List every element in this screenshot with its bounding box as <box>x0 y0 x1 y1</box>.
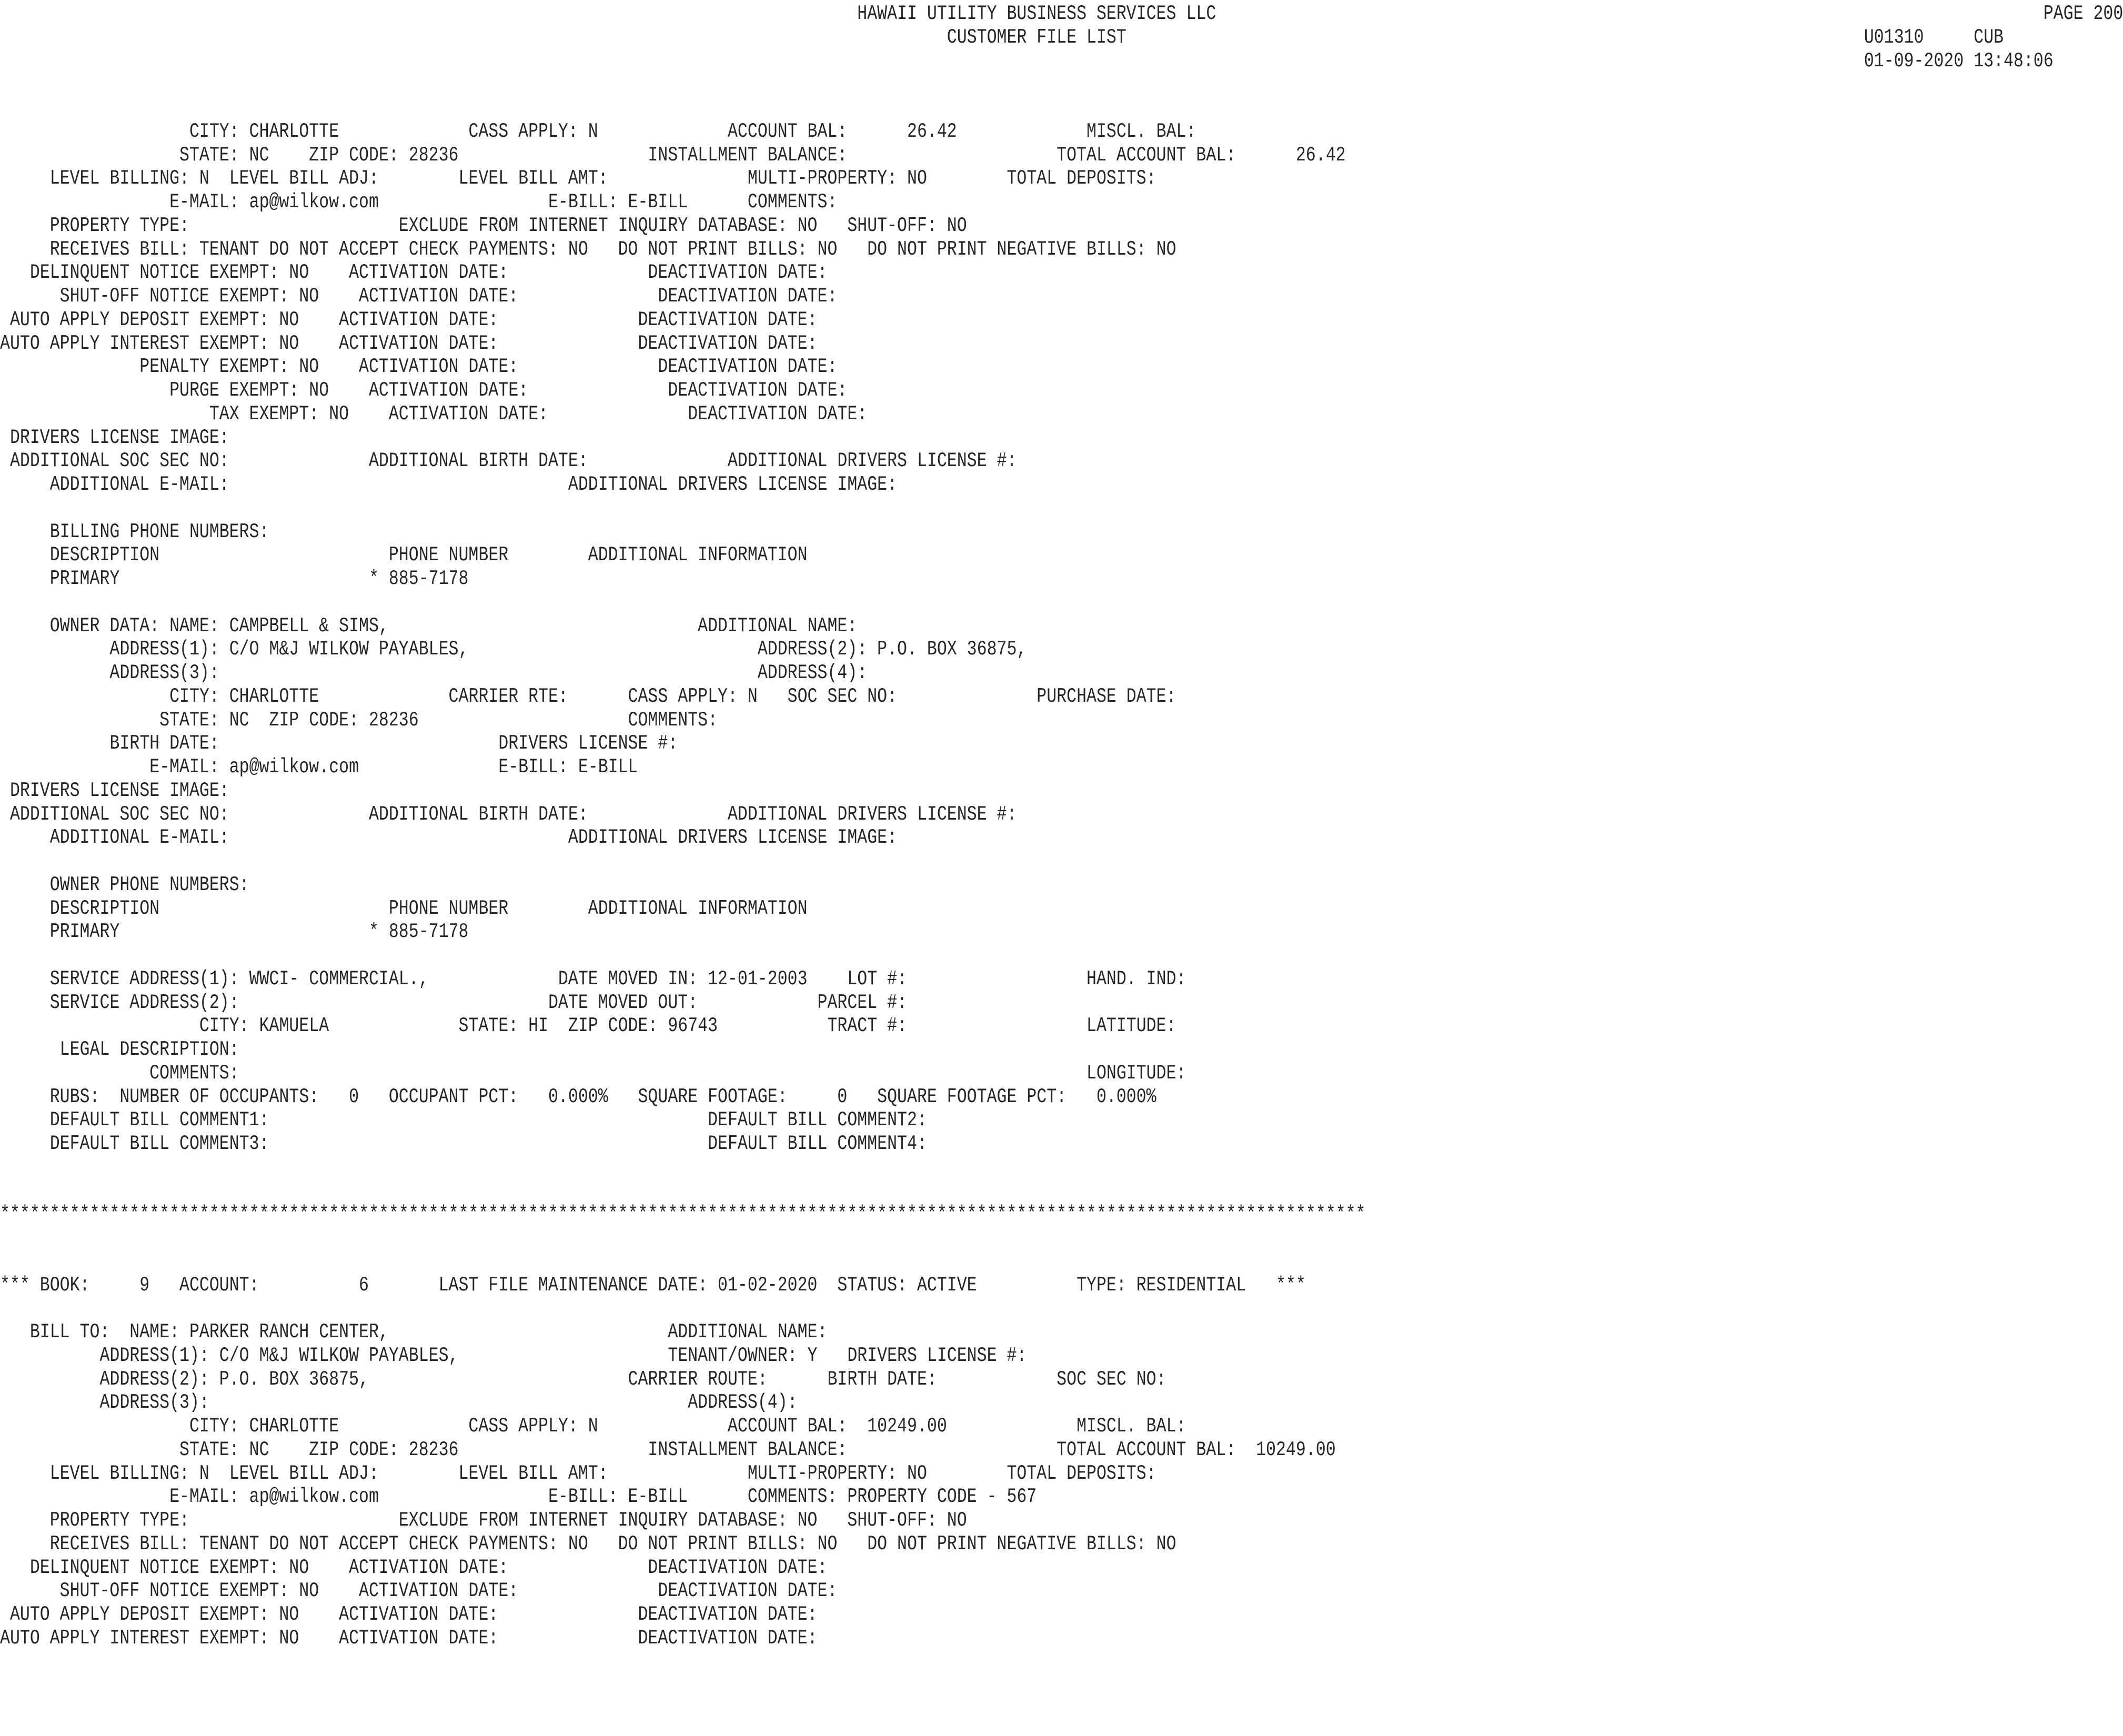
report-line: RECEIVES BILL: TENANT DO NOT ACCEPT CHECK PAYMENTS: NO DO NOT PRINT BILLS: NO DO NOT PRINT NEGATIVE BILLS: NO <box>0 237 1176 261</box>
report-line: BILL TO: NAME: PARKER RANCH CENTER, ADDITIONAL NAME: <box>0 1320 828 1344</box>
report-line: ADDRESS(1): C/O M&J WILKOW PAYABLES, ADDRESS(2): P.O. BOX 36875, <box>0 638 1027 661</box>
report-line: OWNER PHONE NUMBERS: <box>0 873 249 896</box>
report-line: DELINQUENT NOTICE EXEMPT: NO ACTIVATION DATE: DEACTIVATION DATE: <box>0 1556 828 1579</box>
report-line: ADDITIONAL SOC SEC NO: ADDITIONAL BIRTH DATE: ADDITIONAL DRIVERS LICENSE #: <box>0 802 1017 826</box>
report-line: STATE: NC ZIP CODE: 28236 COMMENTS: <box>0 708 718 732</box>
report-line: BIRTH DATE: DRIVERS LICENSE #: <box>0 732 678 755</box>
report-line: SHUT-OFF NOTICE EXEMPT: NO ACTIVATION DATE: DEACTIVATION DATE: <box>0 285 838 308</box>
report-line: PRIMARY * 885-7178 <box>0 920 469 944</box>
report-line: E-MAIL: ap@wilkow.com E-BILL: E-BILL <box>0 755 638 779</box>
report-line: STATE: NC ZIP CODE: 28236 INSTALLMENT BALANCE: TOTAL ACCOUNT BAL: 26.42 <box>0 143 1346 167</box>
report-line: ADDRESS(3): ADDRESS(4): <box>0 1391 798 1415</box>
report-line: DEFAULT BILL COMMENT1: DEFAULT BILL COMMENT2: <box>0 1108 927 1132</box>
report-line: SHUT-OFF NOTICE EXEMPT: NO ACTIVATION DATE: DEACTIVATION DATE: <box>0 1579 838 1603</box>
report-line: E-MAIL: ap@wilkow.com E-BILL: E-BILL COMMENTS: PROPERTY CODE - 567 <box>0 1485 1037 1509</box>
report-line: AUTO APPLY INTEREST EXEMPT: NO ACTIVATION DATE: DEACTIVATION DATE: <box>0 331 818 355</box>
report-line: DESCRIPTION PHONE NUMBER ADDITIONAL INFORMATION <box>0 543 808 567</box>
report-line: *** BOOK: 9 ACCOUNT: 6 LAST FILE MAINTENANCE DATE: 01-02-2020 STATUS: ACTIVE TYPE: RESIDENTIAL *** <box>0 1273 1306 1297</box>
report-line: BILLING PHONE NUMBERS: <box>0 520 269 543</box>
report-line: CITY: CHARLOTTE CASS APPLY: N ACCOUNT BAL: 26.42 MISCL. BAL: <box>0 119 1196 143</box>
report-line: 01-09-2020 13:48:06 <box>0 49 2054 73</box>
report-line: AUTO APPLY DEPOSIT EXEMPT: NO ACTIVATION DATE: DEACTIVATION DATE: <box>0 1603 818 1626</box>
report-line: RECEIVES BILL: TENANT DO NOT ACCEPT CHECK PAYMENTS: NO DO NOT PRINT BILLS: NO DO NOT PRINT NEGATIVE BILLS: NO <box>0 1532 1176 1556</box>
report-line: RUBS: NUMBER OF OCCUPANTS: 0 OCCUPANT PCT: 0.000% SQUARE FOOTAGE: 0 SQUARE FOOTAGE PCT: 0.000% <box>0 1085 1156 1108</box>
report-line: STATE: NC ZIP CODE: 28236 INSTALLMENT BALANCE: TOTAL ACCOUNT BAL: 10249.00 <box>0 1438 1336 1461</box>
report-line: PROPERTY TYPE: EXCLUDE FROM INTERNET INQUIRY DATABASE: NO SHUT-OFF: NO <box>0 1509 967 1532</box>
report-line: CITY: CHARLOTTE CASS APPLY: N ACCOUNT BAL: 10249.00 MISCL. BAL: <box>0 1415 1186 1438</box>
report-line: ADDITIONAL SOC SEC NO: ADDITIONAL BIRTH DATE: ADDITIONAL DRIVERS LICENSE #: <box>0 449 1017 473</box>
report-line: COMMENTS: LONGITUDE: <box>0 1061 1186 1085</box>
report-line: CUSTOMER FILE LIST U01310 CUB <box>0 25 2004 49</box>
report-line: PURGE EXEMPT: NO ACTIVATION DATE: DEACTIVATION DATE: <box>0 379 848 402</box>
report-line: OWNER DATA: NAME: CAMPBELL & SIMS, ADDITIONAL NAME: <box>0 614 858 638</box>
report-line: SERVICE ADDRESS(1): WWCI- COMMERCIAL., DATE MOVED IN: 12-01-2003 LOT #: HAND. IND: <box>0 967 1186 991</box>
report-line: LEVEL BILLING: N LEVEL BILL ADJ: LEVEL BILL AMT: MULTI-PROPERTY: NO TOTAL DEPOSITS: <box>0 167 1156 190</box>
report-line: PROPERTY TYPE: EXCLUDE FROM INTERNET INQUIRY DATABASE: NO SHUT-OFF: NO <box>0 214 967 237</box>
report-line: AUTO APPLY INTEREST EXEMPT: NO ACTIVATION DATE: DEACTIVATION DATE: <box>0 1626 818 1650</box>
report-line: DRIVERS LICENSE IMAGE: <box>0 779 229 802</box>
report-line: DESCRIPTION PHONE NUMBER ADDITIONAL INFORMATION <box>0 896 808 920</box>
report-line: DELINQUENT NOTICE EXEMPT: NO ACTIVATION DATE: DEACTIVATION DATE: <box>0 261 828 285</box>
report-line: ADDITIONAL E-MAIL: ADDITIONAL DRIVERS LICENSE IMAGE: <box>0 473 898 496</box>
report-line: ADDRESS(1): C/O M&J WILKOW PAYABLES, TENANT/OWNER: Y DRIVERS LICENSE #: <box>0 1344 1027 1367</box>
report-line: DRIVERS LICENSE IMAGE: <box>0 426 229 449</box>
report-line: PENALTY EXEMPT: NO ACTIVATION DATE: DEACTIVATION DATE: <box>0 355 838 379</box>
report-line: ADDRESS(3): ADDRESS(4): <box>0 661 868 684</box>
report-line: TAX EXEMPT: NO ACTIVATION DATE: DEACTIVATION DATE: <box>0 402 868 426</box>
report-line: CITY: CHARLOTTE CARRIER RTE: CASS APPLY: N SOC SEC NO: PURCHASE DATE: <box>0 684 1176 708</box>
report-line: SERVICE ADDRESS(2): DATE MOVED OUT: PARCEL #: <box>0 991 908 1014</box>
report-line: CITY: KAMUELA STATE: HI ZIP CODE: 96743 TRACT #: LATITUDE: <box>0 1014 1176 1038</box>
report-line: ***************************************************************************************************************************************** <box>0 1203 1366 1226</box>
report-line: AUTO APPLY DEPOSIT EXEMPT: NO ACTIVATION DATE: DEACTIVATION DATE: <box>0 308 818 331</box>
report-line: E-MAIL: ap@wilkow.com E-BILL: E-BILL COMMENTS: <box>0 190 838 214</box>
report-line: HAWAII UTILITY BUSINESS SERVICES LLC PAGE 200 <box>0 2 2123 25</box>
report-line: LEGAL DESCRIPTION: <box>0 1038 239 1061</box>
report-line: LEVEL BILLING: N LEVEL BILL ADJ: LEVEL BILL AMT: MULTI-PROPERTY: NO TOTAL DEPOSITS: <box>0 1461 1156 1485</box>
report-line: DEFAULT BILL COMMENT3: DEFAULT BILL COMMENT4: <box>0 1132 927 1155</box>
report-line: PRIMARY * 885-7178 <box>0 567 469 590</box>
report-line: ADDRESS(2): P.O. BOX 36875, CARRIER ROUTE: BIRTH DATE: SOC SEC NO: <box>0 1367 1166 1391</box>
report-line: ADDITIONAL E-MAIL: ADDITIONAL DRIVERS LICENSE IMAGE: <box>0 826 898 850</box>
